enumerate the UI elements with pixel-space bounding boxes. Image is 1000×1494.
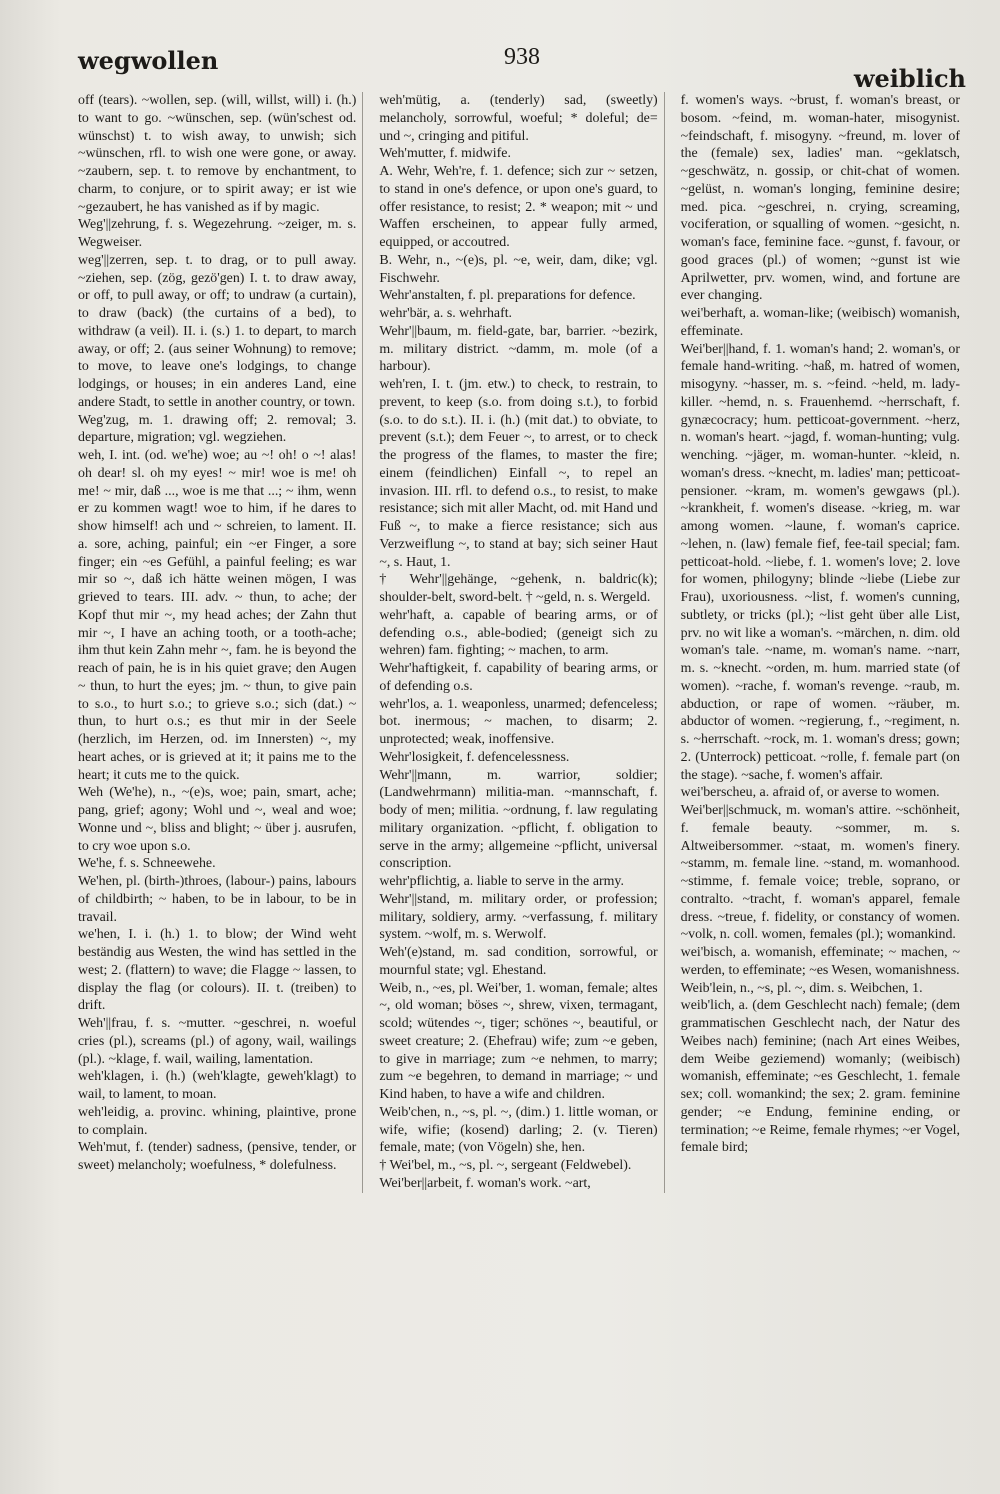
dictionary-entry: we'hen, I. i. (h.) 1. to blow; der Wind weht beständig aus Westen, the wind has settled in the west; 2. (flattern) to wave; die Flagge ~ lassen, to display the flag (or colours). II. t. (treiben) to drift. <box>78 927 357 1014</box>
dictionary-entry: weh'mütig, a. (tenderly) sad, (sweetly) melancholy, sorrowful, woeful; * doleful; de= und ~, cringing and pitiful. <box>379 93 658 144</box>
dictionary-entry: Wei'ber||arbeit, f. woman's work. ~art, <box>379 1175 591 1191</box>
page-header <box>78 42 966 93</box>
dictionary-entry: † Wehr'||gehänge, ~gehenk, n. baldric(k); shoulder-belt, sword-belt. † ~geld, n. s. Wergeld. <box>379 572 658 605</box>
dictionary-entry: wehr'haft, a. capable of bearing arms, or of defending o.s., able-bodied; (geneigt sich zu wehren) fam. fighting; ~ machen, to arm. <box>379 607 658 659</box>
dictionary-entry: Wehr'anstalten, f. pl. preparations for defence. <box>379 288 636 304</box>
dictionary-entry: Weh'mutter, f. midwife. <box>379 146 511 162</box>
dictionary-entry: † Wei'bel, m., ~s, pl. ~, sergeant (Feldwebel). <box>379 1158 632 1173</box>
dictionary-entry: Weib'chen, n., ~s, pl. ~, (dim.) 1. little woman, or wife, wifie; (kosend) darling; 2. (v. Tieren) female, mate; (von Vögeln) she, hen. <box>379 1104 658 1156</box>
dictionary-entry: wei'bisch, a. womanish, effeminate; ~ machen, ~ werden, to effeminate; ~es Wesen, womanishness. <box>680 945 960 978</box>
dictionary-entry: f. women's ways. ~brust, f. woman's breast, or bosom. ~feind, m. woman-hater, misogynist. ~feindschaft, f. misogyny. ~freund, m. lover of the (female) sex, ladies' man. ~geklatsch, ~geschwätz, n. gossip, or chit-chat of women. ~gelüst, n. woman's longing, feminine desire; med. pica. ~geschrei, n. crying, screaming, vociferation, or squalling of women. ~gesicht, n. woman's face, feminine face. ~gunst, f. favour, or good graces (pl.) of women; ~gunst ist wie Aprilwetter, prv. women, wind, and fortune are ever changing. <box>680 93 960 304</box>
column-1 <box>78 92 363 1193</box>
dictionary-entry: B. Wehr, n., ~(e)s, pl. ~e, weir, dam, dike; vgl. Fischwehr. <box>379 252 658 286</box>
page-number: 938 <box>504 44 540 70</box>
dictionary-entry: weh, I. int. (od. we'he) woe; au ~! oh! o ~! alas! oh dear! sl. oh my eyes! ~ mir! woe is me! oh me! ~ mir, daß ..., woe is me that ...; ~ ihm, wenn er zu kommen wagt! woe to him, if he dares to show himself! ach und ~ schreien, to lament. II. a. sore, aching, painful; ein ~er Finger, a sore finger; ein ~es Gefühl, a painful feeling; es war mir so ~, daß ich hätte weinen mögen, I was grieved to tears. III. adv. ~ thun, to ache; der Kopf thut mir ~, my head aches; der Zahn thut mir ~, I have an aching tooth, or a tooth-ache; ihm thut kein Zahn mehr ~, fam. he is beyond the reach of pain, he is in his quiet grave; den Augen ~ thun, to hurt the eyes; jm. ~ thun, to give pain to s.o., to hurt s.o.; to grieve s.o.; sich (dat.) ~ thun, to hurt o.s.; es thut mir in der Seele (herzlich, im Herzen, od. im Innersten) ~, my heart aches, or is grieved at it; it pains me to the heart; it cuts me to the quick. <box>78 448 357 783</box>
dictionary-entry: wehr'los, a. 1. weaponless, unarmed; defenceless; bot. inermous; ~ machen, to disarm; 2. unprotected; weak, inoffensive. <box>379 696 658 747</box>
dictionary-entry: Weh'||frau, f. s. ~mutter. ~geschrei, n. woeful cries (pl.), screams (pl.) of agony, wail, wailings (pl.). ~klage, f. wail, wailing, lamentation. <box>78 1016 357 1067</box>
dictionary-entry: Wehr'||mann, m. warrior, soldier; (Landwehrmann) militia-man. ~mannschaft, f. body of men; militia. ~ordnung, f. law regulating military organization. ~pflicht, f. obligation to serve in the army; allgemeine ~pflicht, universal conscription. <box>379 767 658 872</box>
right-running-head: weiblich <box>853 64 966 93</box>
dictionary-entry: Weib, n., ~es, pl. Wei'ber, 1. woman, female; altes ~, old woman; böses ~, shrew, vixen, termagant, scold; wütendes ~, tiger; schönes ~, beautiful, or sweet creature; 2. (Ehefrau) wife; zum ~e geben, to give in marriage; zum ~e nehmen, to marry; zum ~e begehren, to demand in marriage; ~ und Kind haben, to have a wife and children. <box>379 980 658 1102</box>
dictionary-entry: We'hen, pl. (birth-)throes, (labour-) pains, labours of childbirth; ~ haben, to be in labour, to be in travail. <box>78 874 357 925</box>
dictionary-entry: weh'leidig, a. provinc. whining, plaintive, prone to complain. <box>78 1104 357 1138</box>
dictionary-entry: A. Wehr, Weh're, f. 1. defence; sich zur ~ setzen, to stand in one's defence, or upon one's guard, to offer resistance, to resist; 2. * weapon; mit ~ und Waffen erscheinen, to appear fully armed, equipped, or accoutred. <box>379 164 658 250</box>
dictionary-entry: weg'||zerren, sep. t. to drag, or to pull away. ~ziehen, sep. (zög, gezö'gen) I. t. to draw away, or off, to pull away, or off; to undraw (a curtain), to draw (back) (the curtains of a bed), to withdraw (a veil). II. i. (s.) 1. to depart, to march away, or off; 2. (aus seiner Wohnung) to remove; to move, to leave one's lodgings, to change lodgings, or houses; in ein anderes Land, eine andere Stadt, to settle in another country, or town. <box>78 252 357 410</box>
column-2 <box>379 92 664 1193</box>
dictionary-entry: We'he, f. s. Schneewehe. <box>78 856 216 872</box>
dictionary-entry: wei'berscheu, a. afraid of, or averse to women. <box>680 785 940 801</box>
dictionary-entry: weh'klagen, i. (h.) (weh'klagte, geweh'klagt) to wail, to lament, to moan. <box>78 1069 357 1102</box>
dictionary-entry: Wei'ber||schmuck, m. woman's attire. ~schönheit, f. female beauty. ~sommer, m. s. Altweibersommer. ~staat, m. women's finery. ~stamm, m. female line. ~stand, m. womanhood. ~stimme, f. female voice; treble, soprano, or contralto. ~tracht, f. woman's apparel, female dress. ~treue, f. fidelity, or constancy of women. ~volk, n. coll. women, females (pl.); womankind. <box>680 803 960 943</box>
column-3 <box>681 92 966 1193</box>
left-running-head: wegwollen <box>78 46 219 75</box>
dictionary-entry: weh'ren, I. t. (jm. etw.) to check, to restrain, to prevent, to keep (s.o. from doing s.t.), to forbid (s.o. to do s.t.). II. i. (h.) (mit dat.) to obviate, to prevent (s.t.); dem Feuer ~, to arrest, or to check the progress of the flames, to master the fire; einem (feindlichen) Einfall ~, to repel an invasion. III. rfl. to defend o.s., to resist, to make resistance; sich mit aller Macht, od. mit Hand und Fuß ~, to make a fierce resistance; sich aus Verzweiflung ~, to stand at bay; sich seiner Haut ~, s. Haut, 1. <box>379 377 658 570</box>
dictionary-entry: Wehr'losigkeit, f. defencelessness. <box>379 749 570 765</box>
dictionary-entry: Wehr'||baum, m. field-gate, bar, barrier. ~bezirk, m. military district. ~damm, m. mole (of a harbour). <box>379 323 658 375</box>
dictionary-entry: Wehr'haftigkeit, f. capability of bearing arms, or of defending o.s. <box>379 661 658 694</box>
dictionary-entry: weib'lich, a. (dem Geschlecht nach) female; (dem grammatischen Geschlecht nach, der Natur des Weibes nach) feminine; (nach Art eines Weibes, dem Weibe geziemend) womanly; (weibisch) womanish, effeminate; ~es Geschlecht, 1. female sex; coll. womankind; the sex; 2. gram. feminine gender; ~e Endung, feminine ending, or termination; ~e Reime, female rhymes; ~er Vogel, female bird; <box>680 998 960 1156</box>
dictionary-entry: off (tears). ~wollen, sep. (will, willst, will) i. (h.) to want to go. ~wünschen, sep. (wün'schest od. wünschst) t. to wish away, to unwish; sich ~wünschen, rfl. to wish one were gone, or away. ~zaubern, sep. t. to remove by enchantment, to charm, to conjure, or to spirit away; er ist wie ~gezaubert, he has vanished as if by magic. <box>78 93 357 215</box>
dictionary-entry: Weg'zug, m. 1. drawing off; 2. removal; 3. departure, migration; vgl. wegziehen. <box>78 412 357 446</box>
dictionary-entry: wehr'pflichtig, a. liable to serve in the army. <box>379 874 624 889</box>
dictionary-entry: wei'berhaft, a. woman-like; (weibisch) womanish, effeminate. <box>680 306 960 339</box>
dictionary-entry: Weh (We'he), n., ~(e)s, woe; pain, smart, ache; pang, grief; agony; Wohl und ~, weal and woe; Wonne und ~, bliss and blight; ~ über j. ausrufen, to cry woe upon s.o. <box>78 785 357 854</box>
dictionary-entry: wehr'bär, a. s. wehrhaft. <box>379 306 513 321</box>
dictionary-entry: Weib'lein, n., ~s, pl. ~, dim. s. Weibchen, 1. <box>680 980 923 996</box>
dictionary-entry: Wehr'||stand, m. military order, or profession; military, soldiery, army. ~verfassung, f. military system. ~wolf, m. s. Werwolf. <box>379 891 658 943</box>
dictionary-entry: Weh'mut, f. (tender) sadness, (pensive, tender, or sweet) melancholy; woefulness, * dolefulness. <box>78 1140 357 1173</box>
dictionary-entry: Weg'||zehrung, f. s. Wegezehrung. ~zeiger, m. s. Wegweiser. <box>78 217 357 250</box>
dictionary-entry: Wei'ber||hand, f. 1. woman's hand; 2. woman's, or female hand-writing. ~haß, m. hatred of women, misogyny. ~hasser, m. s. ~feind. ~held, m. lady-killer. ~hemd, n. s. Frauenhemd. ~herrschaft, f. gynæcocracy; hum. petticoat-government. ~herz, n. woman's heart. ~jagd, f. woman-hunting; vulg. wenching. ~jäger, m. woman-hunter. ~kleid, n. woman's dress. ~knecht, m. ladies' man; petticoat-pensioner. ~kram, m. women's gewgaws (pl.). ~krankheit, f. women's disease. ~krieg, m. war among women. ~laune, f. woman's caprice. ~lehen, n. (law) female fief, fee-tail special; fam. petticoat-hold. ~liebe, f. 1. women's love; 2. love for women, philogyny; blinde ~liebe (Liebe zur Frau), uxoriousness. ~list, f. women's cunning, subtlety, or tricks (pl.); ~list geht über alle List, prv. no wit like a woman's. ~märchen, n. dim. old woman's tale. ~name, m. woman's name. ~narr, m. s. ~knecht. ~orden, m. hum. married state (of women). ~rache, f. woman's revenge. ~raub, m. abduction, or rape of women. ~räuber, m. abductor of women. ~regierung, f., ~regiment, n. s. ~herrschaft. ~rock, m. 1. woman's dress; gown; 2. (Unterrock) petticoat. ~rolle, f. female part (on the stage). ~sache, f. women's affair. <box>680 341 960 783</box>
text-columns <box>78 92 966 1193</box>
dictionary-entry: Weh'(e)stand, m. sad condition, sorrowful, or mournful state; vgl. Ehestand. <box>379 945 658 978</box>
